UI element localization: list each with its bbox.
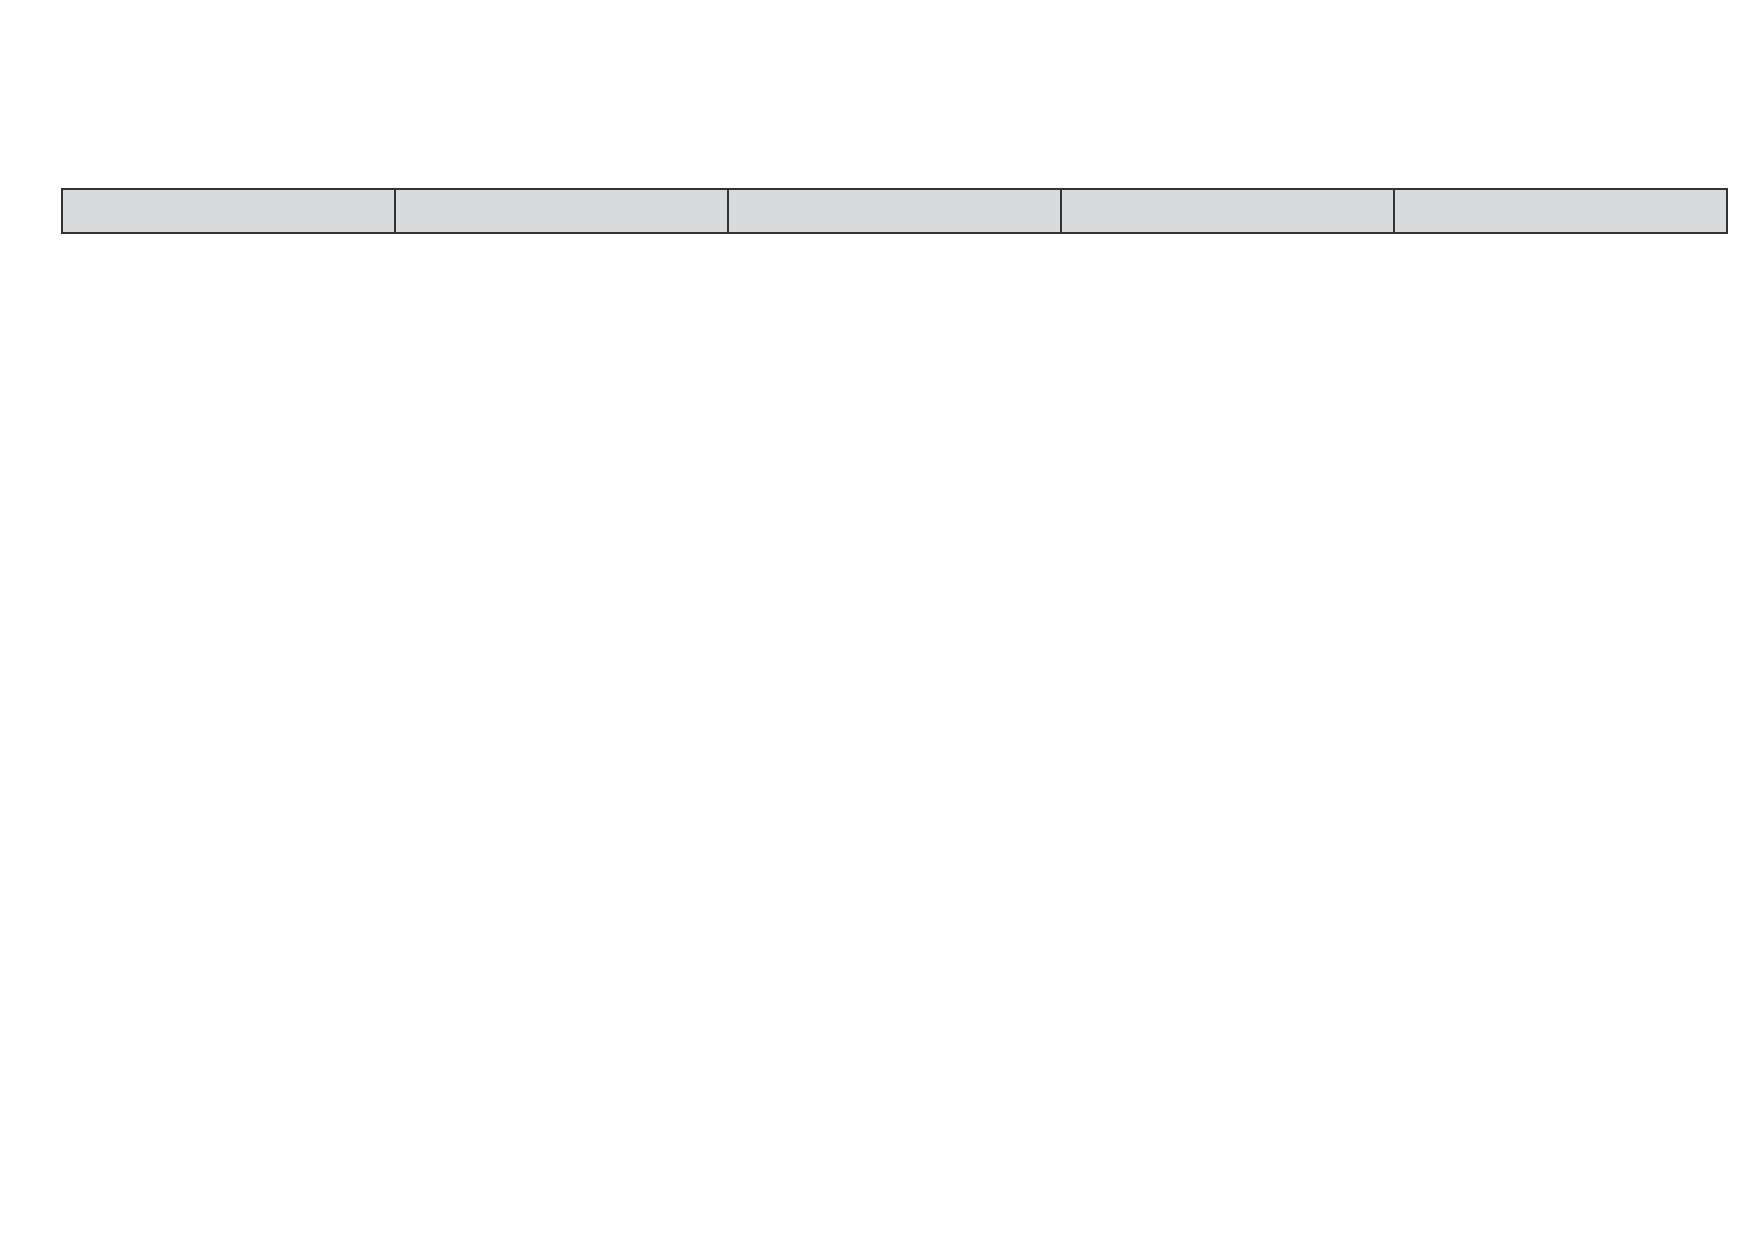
day-header-thursday [1061, 189, 1394, 233]
day-header-monday [62, 189, 395, 233]
menu-table [61, 188, 1728, 234]
day-header-row [62, 189, 1727, 233]
day-header-tuesday [395, 189, 728, 233]
day-header-friday [1394, 189, 1727, 233]
day-header-wednesday [728, 189, 1061, 233]
